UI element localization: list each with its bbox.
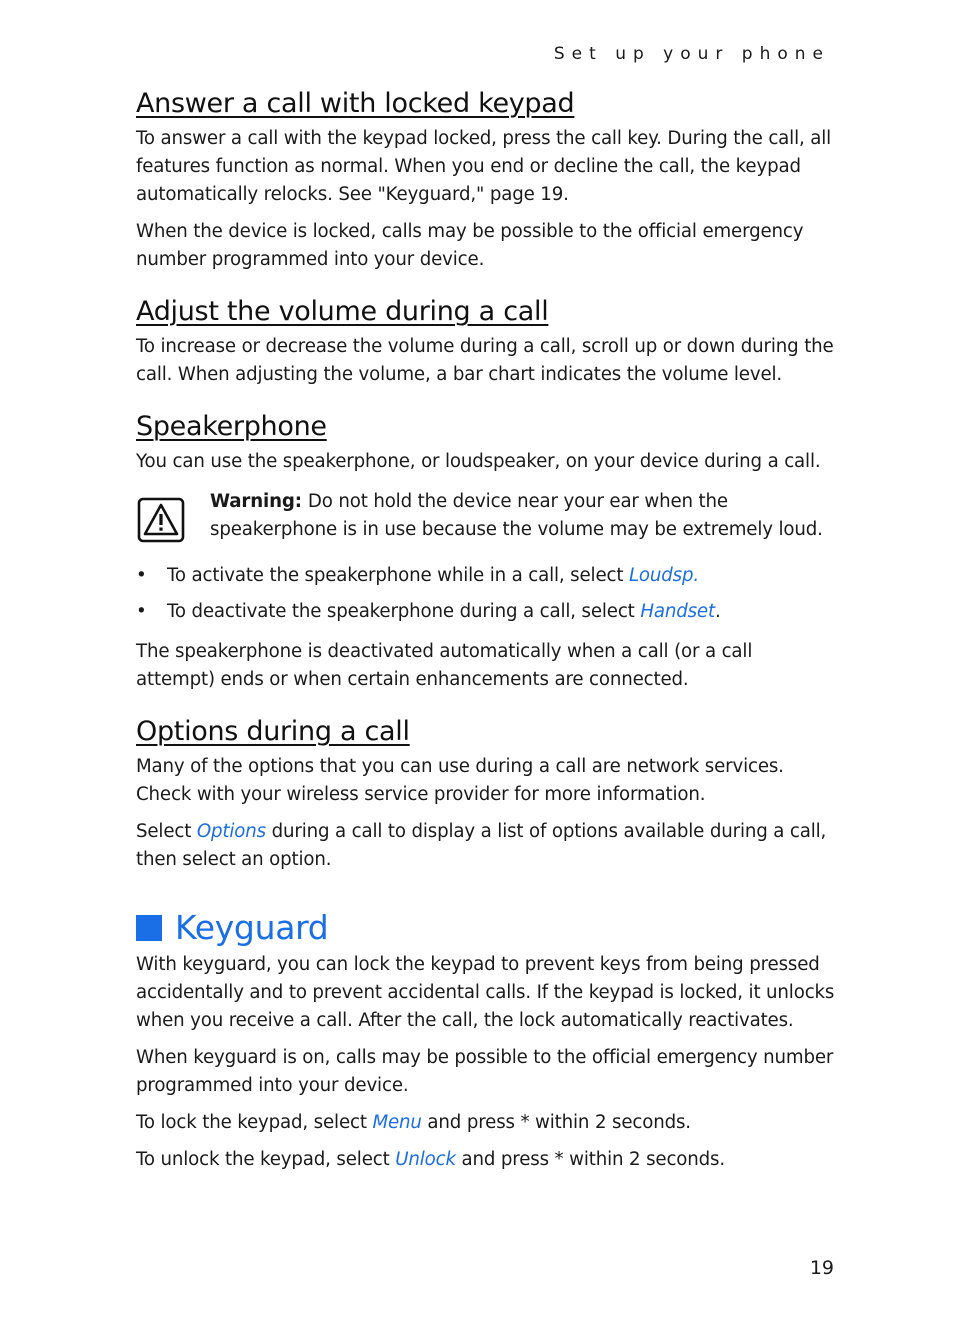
text-run: and press * within 2 seconds.: [455, 1149, 725, 1170]
keyguard-heading: [136, 908, 836, 947]
warning-label: Warning:: [210, 491, 302, 512]
warning-note: [136, 488, 836, 544]
unlock-term: Unlock: [395, 1149, 456, 1170]
section-options: [136, 716, 836, 874]
menu-term: Menu: [372, 1112, 422, 1133]
section-speakerphone: [136, 411, 836, 694]
list-item: [136, 562, 836, 590]
warning-triangle-icon: [136, 496, 186, 544]
text-run: To unlock the keypad, select: [136, 1149, 396, 1170]
heading-options: Options during a call: [136, 716, 410, 747]
options-menu-term: Options: [196, 821, 266, 842]
bullet-text: To activate the speakerphone while in a call, select: [167, 565, 629, 586]
warning-body: Do not hold the device near your ear when the speakerphone is in use because the volume may be extremely loud.: [210, 491, 823, 540]
bullet-marker: •: [136, 601, 147, 622]
section-answer-locked: [136, 88, 836, 274]
list-item: [136, 598, 836, 626]
section-adjust-volume: [136, 296, 836, 389]
loudsp-menu-term: Loudsp.: [628, 565, 700, 586]
section-keyguard: [136, 951, 836, 1174]
paragraph: [136, 1146, 836, 1174]
text-run: Select: [136, 821, 197, 842]
bullet-marker: •: [136, 565, 147, 586]
text-run: To lock the keypad, select: [136, 1112, 373, 1133]
paragraph: [136, 1109, 836, 1137]
paragraph: To answer a call with the keypad locked, press the call key. During the call, all features function as normal. When you end or decline the call, the keypad automatically relocks. See "Keyguard," page 19.: [136, 128, 832, 205]
page-content: [136, 88, 836, 1183]
heading-answer-locked: Answer a call with locked keypad: [136, 88, 575, 119]
paragraph: The speakerphone is deactivated automatically when a call (or a call attempt) ends or when certain enhancements are connected.: [136, 641, 753, 690]
heading-adjust-volume: Adjust the volume during a call: [136, 296, 549, 327]
text-run: and press * within 2 seconds.: [421, 1112, 691, 1133]
bullet-text: To deactivate the speakerphone during a call, select: [167, 601, 641, 622]
bullet-text-end: .: [714, 601, 721, 622]
heading-square-icon: [136, 915, 162, 941]
text-run: during a call to display a list of options available during a call, then select an option.: [136, 821, 827, 870]
warning-text: [210, 488, 836, 544]
page-number: 19: [809, 1257, 834, 1279]
heading-speakerphone: Speakerphone: [136, 411, 327, 442]
keyguard-title: Keyguard: [175, 908, 329, 947]
bullet-list: [136, 562, 836, 626]
paragraph: You can use the speakerphone, or loudspeaker, on your device during a call.: [136, 451, 821, 472]
paragraph: With keyguard, you can lock the keypad to prevent keys from being pressed accidentally and to prevent accidental calls. If the keypad is locked, it unlocks when you receive a call. After the call, the lock automatically reactivates.: [136, 954, 835, 1031]
running-head: Set up your phone: [553, 44, 830, 64]
paragraph: When keyguard is on, calls may be possible to the official emergency number programmed into your device.: [136, 1047, 834, 1096]
paragraph: Many of the options that you can use during a call are network services. Check with your wireless service provider for more information.: [136, 756, 784, 805]
paragraph: When the device is locked, calls may be possible to the official emergency number programmed into your device.: [136, 221, 804, 270]
handset-menu-term: Handset: [640, 601, 715, 622]
paragraph: To increase or decrease the volume during a call, scroll up or down during the call. When adjusting the volume, a bar chart indicates the volume level.: [136, 336, 834, 385]
paragraph: [136, 818, 836, 874]
